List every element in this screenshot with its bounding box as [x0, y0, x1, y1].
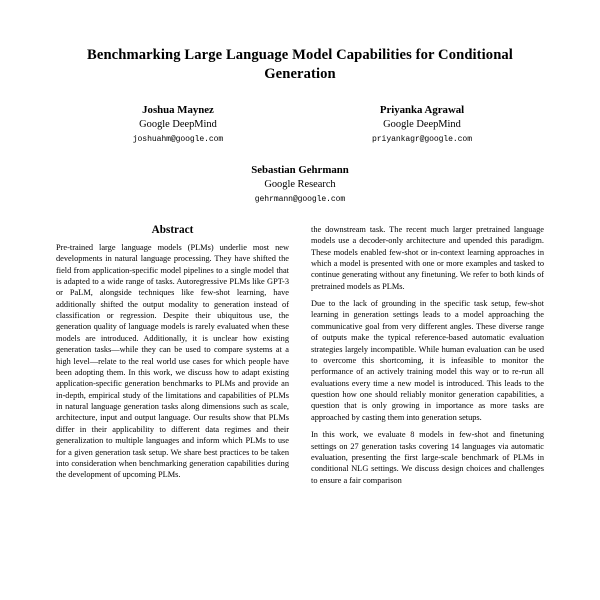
intro-column [311, 224, 544, 492]
body-paragraph: the downstream task. The recent much larger pretrained language models use a decoder-only architecture and upended this paradigm. These models enabled few-shot or in-context learning approaches in which a model is presented with one or more examples and tasked to continue generating without any finetuning. We refer to both kinds of pretrained models as PLMs. [311, 224, 544, 291]
abstract-column [56, 224, 289, 492]
author-block [56, 163, 544, 206]
author-name: Joshua Maynez [142, 104, 214, 117]
authors-row [56, 103, 544, 146]
author-affiliation: Google Research [264, 178, 336, 190]
author-block [56, 103, 300, 146]
author-email[interactable]: priyankagr@google.com [372, 135, 472, 145]
author-block [300, 103, 544, 146]
body-paragraph: In this work, we evaluate 8 models in few-shot and finetuning settings on 27 generation tasks covering 14 languages via automatic evaluation, presenting the first large-scale benchmark of PLMs in conditional NLG settings. We discuss design choices and challenges to ensure a fair comparison [311, 430, 544, 485]
author-name: Sebastian Gehrmann [251, 163, 349, 176]
author-affiliation: Google DeepMind [139, 119, 217, 131]
page-title: Benchmarking Large Language Model Capabilities for Conditional Generation [87, 47, 513, 82]
abstract-heading: Abstract [151, 223, 194, 236]
body-paragraph: Due to the lack of grounding in the specific task setup, few-shot learning in generation settings leads to a model approaching the communicative goal from very different angles. These diverse range of outputs make the typical reference-based automatic evaluation strategies largely incompatible. While human evaluation can be used to overcome this shortcoming, it is infeasible to monitor the performance of an actively training model this way or to re-run all evaluations every time a new model is introduced. This leads to the question how one should reliably monitor generation capabilities, a question that is only growing in importance as more tasks are approached by casting them into generation setups. [311, 299, 544, 422]
abstract-paragraph: Pre-trained large language models (PLMs) underlie most new developments in natural language processing. They have shifted the field from application-specific model pipelines to a single model that is adapted to a wide range of tasks. Autoregressive PLMs like GPT-3 or PaLM, alongside techniques like few-shot learning, have additionally shifted the output modality to generation instead of classification or regression. Despite their ubiquitous use, the generation quality of language models is rarely evaluated when these models are introduced. Additionally, it is unclear how existing generation tasks—while they can be used to compare systems at a high level—relate to the real world use cases for which people have been adopting them. In this work, we discuss how to adapt existing application-specific generation benchmarks to PLMs and provide an in-depth, empirical study of the limitations and capabilities of PLMs in natural language generation tasks along dimensions such as scale, architecture, input and output language. Our results show that PLMs differ in their applicability to different data regimes and their generalization to multiple languages and inform which PLMs to use for a given generation task setup. We share best practices to be taken into consideration when benchmarking generation capabilities during the development of upcoming PLMs. [56, 242, 289, 480]
two-column-body [56, 224, 544, 492]
author-email[interactable]: joshuahm@google.com [132, 135, 224, 145]
author-email[interactable]: gehrmann@google.com [254, 194, 346, 204]
author-affiliation: Google DeepMind [383, 119, 461, 131]
author-name: Priyanka Agrawal [379, 104, 465, 117]
